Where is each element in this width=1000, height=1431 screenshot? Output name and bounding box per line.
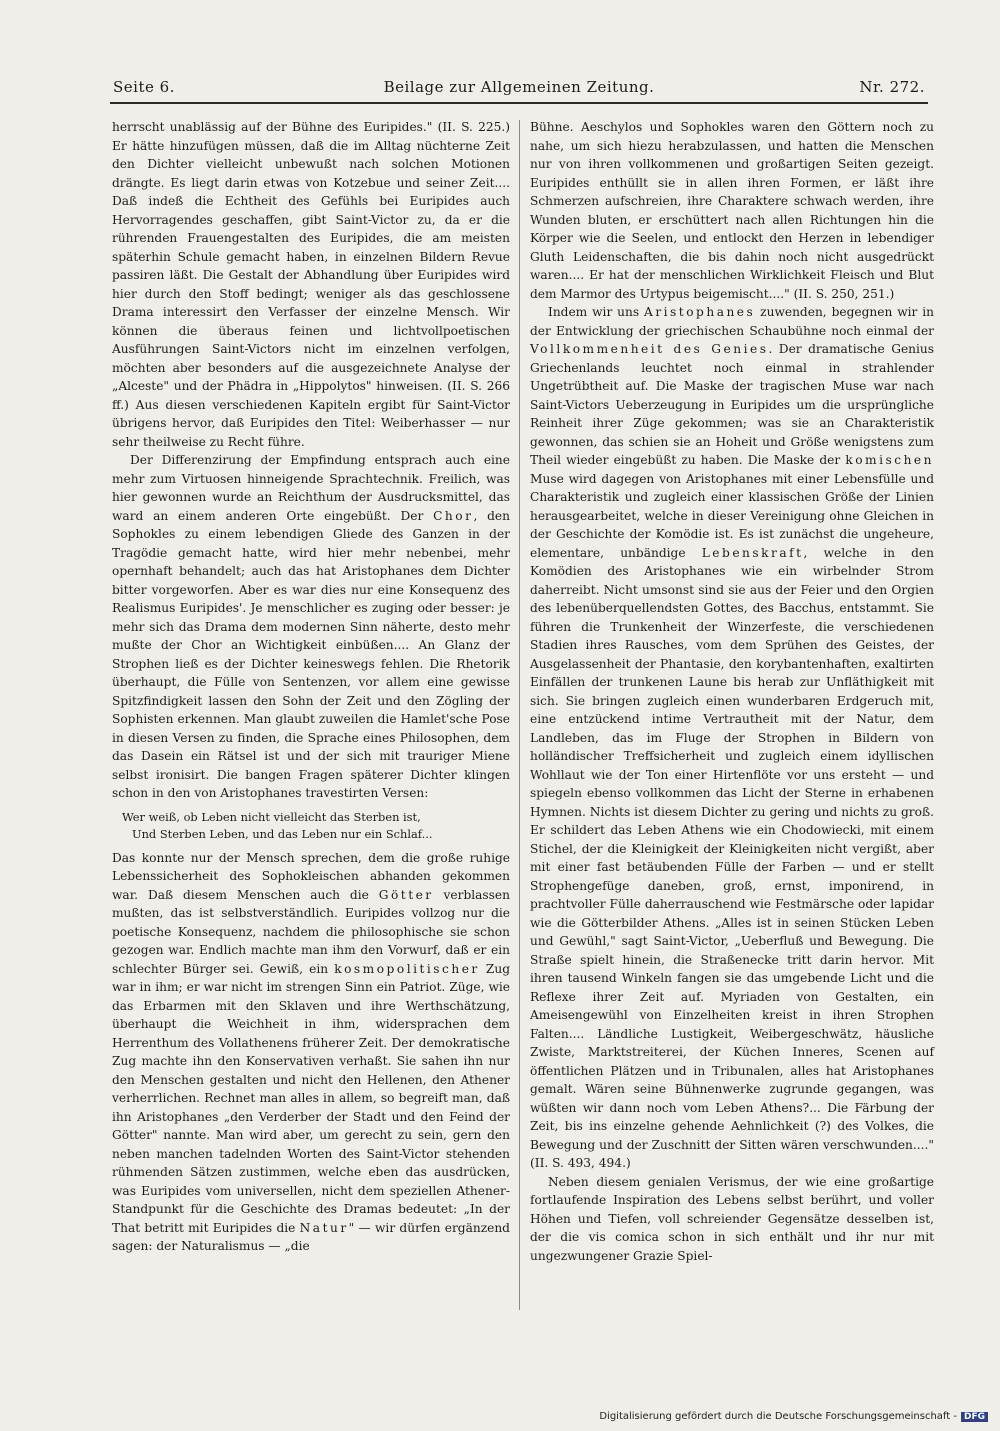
header-rule [110, 102, 928, 104]
text-run: zuwenden, begegnen wir in der Entwicklung der griechischen Schaubühne noch einmal der [530, 305, 934, 338]
publication-title: Beilage zur Allgemeinen Zeitung. [383, 78, 655, 96]
text-run: verblassen mußten, das ist selbstverständlich. Euripides vollzog nur die poetische Konsequenz, nachdem die philosophische sie schon gezogen war. Endlich machte man ihm den Vorwurf, daß er ein schlechter Bürger sei. Gewiß, ein [112, 887, 510, 976]
text-run: Das konnte nur der Mensch sprechen, dem die große ruhige Lebenssicherheit des Sophokleischen abhanden gekommen war. Daß diesem Menschen auch die [112, 850, 510, 902]
right-paragraph-3: Neben diesem genialen Verismus, der wie eine großartige fortlaufende Inspiration des Lebens selbst berührt, und voller Höhen und Tiefen, voll schreiender Gegensätze desselben ist, der die vis comica schon in sich enthält und ihr nur mit ungezwungener Grazie Spiel- [530, 1174, 934, 1263]
spaced-word-lebenskraft: Lebenskraft [701, 545, 804, 560]
text-run: , den Sophokles zu einem lebendigen Gliede des Ganzen in der Tragödie gemacht hatte, wird hier mehr nebenbei, mehr opernhaft behandelt; auch das hat Aristophanes dem Dichter bitter vorgeworfen. Aber es war dies nur eine Konsequenz des Realismus Euripides'. Je menschlicher es zuging oder besser: je mehr sich das Drama dem modernen Sinn näherte, desto mehr mußte der Chor an Wichtigkeit einbüßen.... An Glanz der Strophen ließ es der Dichter keineswegs fehlen. Die Rhetorik überhaupt, die Fülle von Sentenzen, vor allem eine gewisse Spitzfindigkeit lassen den Sohn der Zeit und den Zögling der Sophisten erkennen. Man glaubt zuweilen die Hamlet'sche Pose in diesen Versen zu finden, die Sprache eines Philosophen, dem das Dasein ein Rätsel ist und der sich mit trauriger Miene selbst ironisirt. Die bangen Fragen späterer Dichter klingen schon in den von Aristophanes travestirten Versen: [112, 508, 510, 800]
credit-text: Digitalisierung gefördert durch die Deutsche Forschungsgemeinschaft - [599, 1411, 957, 1422]
left-paragraph-3 [112, 849, 510, 1256]
spaced-word-vollkommenheit: Vollkommenheit des Genies [530, 342, 769, 356]
spaced-word-kosmopolitisch: kosmopolitischer [334, 961, 480, 976]
issue-number: Nr. 272. [859, 78, 925, 96]
left-column [112, 118, 510, 1256]
spaced-word-aristophanes: Aristophanes [644, 305, 756, 319]
text-run: Der Differenzirung der Empfindung entsprach auch eine mehr zum Virtuosen hinneigende Sprachtechnik. Freilich, was hier gewonnen wurde an Reichthum der Ausdrucksmittel, das ward an einem anderen Orte eingebüßt. Der [112, 453, 510, 523]
digitization-credit [598, 1411, 988, 1429]
right-paragraph-2 [530, 303, 934, 1173]
verse-line-1: Wer weiß, ob Leben nicht vielleicht das Sterben ist, [122, 809, 421, 824]
left-paragraph-1: herrscht unablässig auf der Bühne des Euripides." (II. S. 225.) Er hätte hinzufügen müssen, daß die im Alltag nüchterne Zeit den Dichter vielleicht unbewußt nach solchen Motionen drängte. Es liegt darin etwas von Kotzebue und seiner Zeit.... Daß indeß die Echtheit des Gefühls bei Euripides auch Hervorragendes geschaffen, gibt Saint-Victor zu, da er die rührenden Frauengestalten des Euripides, die am meisten späterhin Schule gemacht haben, in einzelnen Bildern Revue passiren läßt. Die Gestalt der Abhandlung über Euripides wird hier durch den Stoff bedingt; weniger als das geschlossene Drama interessirt den Verfasser der einzelne Mensch. Wir können die überaus feinen und lichtvollpoetischen Ausführungen Saint-Victors nicht im einzelnen verfolgen, möchten aber besonders auf die ausgezeichnete Analyse der „Alceste" und der Phädra in „Hippolytos" hinweisen. (II. S. 266 ff.) Aus diesen verschiedenen Kapiteln ergibt für Saint-Victor übrigens hervor, daß Euripides den Titel: Weiberhasser — nur sehr theilweise zu Recht führe. [112, 120, 510, 449]
right-column [530, 118, 934, 1265]
text-run: , welche in den Komödien des Aristophanes wie ein wirbelnder Strom daherreibt. Nicht umsonst sind sie aus der Feier und den Orgien des lebenüberquellendsten Gottes, des Bacchus, entstammt. Sie führen die Trunkenheit der Winzerfeste, die verschiedenen Stadien ihres Rausches, vom dem Sprühen des Geistes, der Ausgelassenheit der Phantasie, den korybantenhaften, exaltirten Einfällen der trunkenen Laune bis herab zur Unfläthigkeit mit sich. Sie bringen zugleich einen wunderbaren Erdgeruch mit, eine entzückend intime Vertrautheit mit der Natur, dem Landleben, das im Fluge der Strophen in Bildern von holländischer Treffsicherheit und zugleich einem idyllischen Wohllaut wie der Ton einer Hirtenflöte vor uns ersteht — und spiegeln ebenso vollkommen das Licht der Sterne in erhabenen Hymnen. Nichts ist diesem Dichter zu gering und nichts zu groß. Er schildert das Leben Athens wie ein Chodowiecki, mit einem Stichel, der die Kleinigkeit der Kleinigkeiten nicht vergißt, aber mit einer fast betäubenden Fülle der Farben — und er stellt Strophengefüge daneben, groß, ernst, imponirend, in prachtvoller Fülle daherrauschend wie Festmärsche oder lapidar wie die Götterbilder Athens. „Alles ist in seinen Stücken Leben und Gewühl," sagt Saint-Victor, „Ueberfluß und Bewegung. Die Straße spielt hinein, die Straßenecke tritt darin hervor. Mit ihren tausend Winkeln fangen sie das umgebende Licht und die Reflexe ihrer Zeit auf. Myriaden von Gestalten, ein Ameisengewühl von Einzelheiten kreist in ihren Strophen Falten.... Ländliche Lustigkeit, Weibergeschwätz, häusliche Zwiste, Marktstreiterei, der Küchen Inneres, Scenen auf öffentlichen Plätzen und in Tribunalen, alles hat Aristophanes gemalt. Wären seine Bühnenwerke zugrunde gegangen, was wüßten wir dann noch vom Leben Athens?... Die Färbung der Zeit, bis ins einzelne gehende Aehnlichkeit (?) des Volkes, die Bewegung und der Zuschnitt der Sitten wären verschwunden...." (II. S. 493, 494.) [530, 545, 934, 1170]
verse-line-2: Und Sterben Leben, und das Leben nur ein Schlaf... [132, 826, 433, 841]
spaced-word-chor: Chor [433, 508, 474, 523]
text-run: Muse wird dagegen von Aristophanes mit einer Lebensfülle und Charakteristik und zugleich einer klassischen Größe der Linien herausgearbeitet, welche in dieser Vereinigung ohne Gleichen in der Geschichte der Komödie ist. Es ist zunächst die ungeheure, elementare, unbändige [530, 471, 934, 560]
text-run: . Der dramatische Genius Griechenlands leuchtet noch einmal in strahlender Ungetrübtheit auf. Die Maske der tragischen Muse war nach Saint-Victors Ueberzeugung in Euripides um die ursprüngliche Reinheit ihrer Züge gekommen; was sie an Charakteristik gewonnen, das schien sie an Hoheit und Größe wenigstens zum Theil wieder eingebüßt zu haben. Die Maske der [530, 342, 935, 467]
right-paragraph-1: Bühne. Aeschylos und Sophokles waren den Göttern noch zu nahe, um sich hiezu herabzulassen, und hatten die Menschen nur von ihren vollkommenen und großartigen Seiten gezeigt. Euripides enthüllt sie in allen ihren Formen, er läßt ihre Schmerzen aufschreien, ihre Charaktere schwach werden, ihre Wunden bluten, er erschüttert nach allen Richtungen hin die Körper wie die Seelen, und entlockt den Herzen in lebendiger Gluth Leidenschaften, die bis dahin noch nicht ausgedrückt waren.... Er hat der menschlichen Wirklichkeit Fleisch und Blut dem Marmor des Urtypus beigemischt...." (II. S. 250, 251.) [530, 120, 934, 301]
text-run: Indem wir uns [548, 305, 645, 319]
text-run: " — wir dürfen ergänzend sagen: der Naturalismus — „die [112, 1220, 510, 1253]
page-number: Seite 6. [113, 78, 175, 96]
column-divider [519, 120, 520, 1310]
spaced-word-komischen: komischen [845, 453, 934, 467]
page-header [113, 78, 925, 100]
dfg-logo: DFG [961, 1412, 988, 1422]
text-run: Zug war in ihm; er war nicht im strengen Sinn ein Patriot. Züge, wie das Erbarmen mit den Sklaven und ihre Werthschätzung, überhaupt die Weichheit in ihm, widersprachen dem Herrenthum des Vollathenens früherer Zeit. Der demokratische Zug machte ihn den Konservativen verhaßt. Sie sahen ihn nur den Menschen gestalten und nicht den Hellenen, den Athener verherrlichen. Rechnet man alles in allem, so begreift man, daß ihn Aristophanes „den Verderber der Stadt und den Feind der Götter" nannte. Man wird aber, um gerecht zu sein, gern den neben manchen tadelnden Worten des Saint-Victor stehenden rühmenden Sätzen zustimmen, welche eben das ausdrücken, was Euripides vom universellen, nicht dem speziellen Athener-Standpunkt für die Geschichte des Dramas bedeutet: „In der That betritt mit Euripides die [112, 961, 510, 1235]
spaced-word-goetter: Götter [378, 887, 434, 902]
verse-quote [122, 809, 510, 843]
left-paragraph-2 [112, 451, 510, 803]
spaced-word-natur: Natur [299, 1220, 349, 1235]
